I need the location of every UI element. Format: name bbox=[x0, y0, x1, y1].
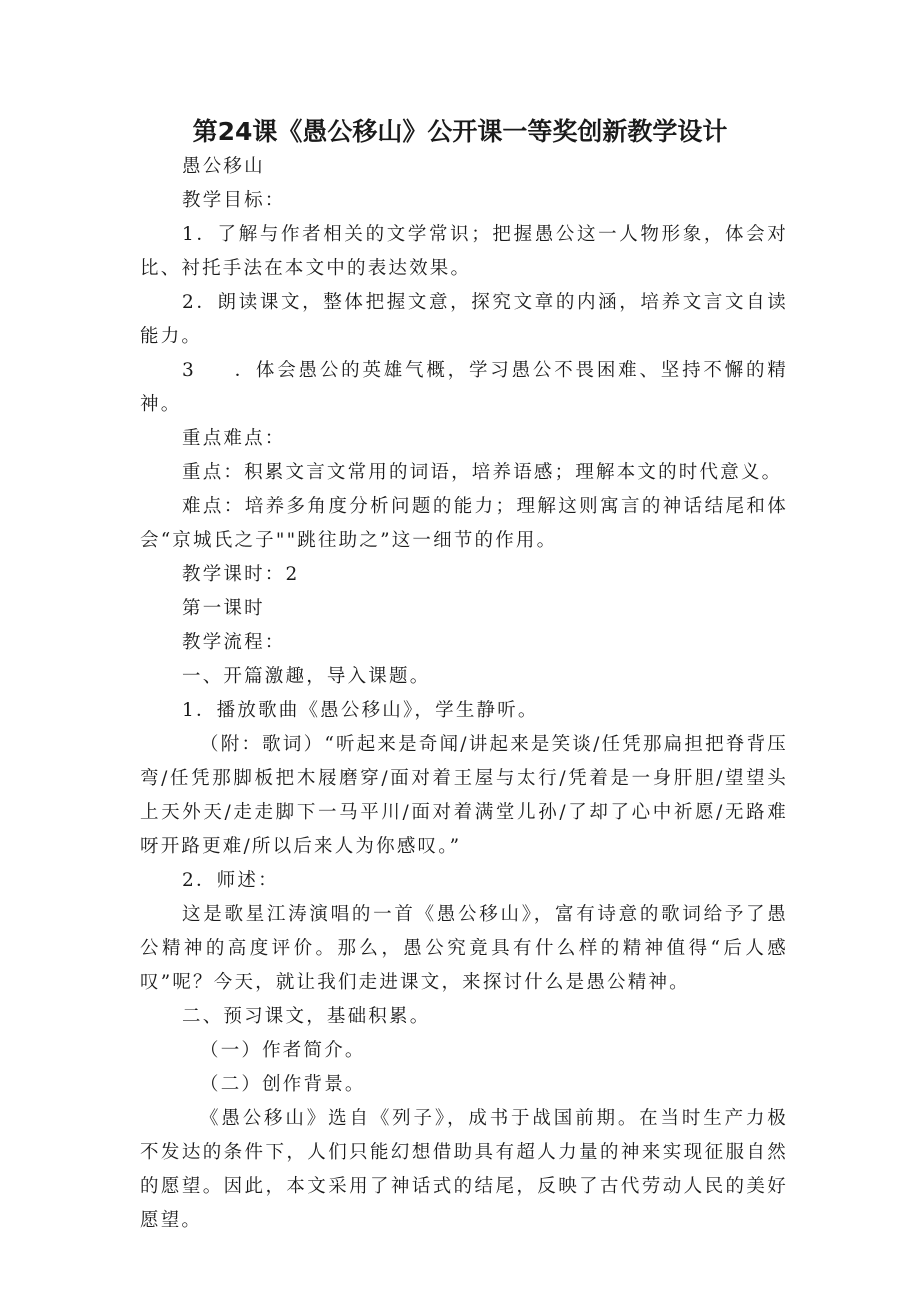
step-2: 2．师述： bbox=[182, 870, 279, 891]
objective-3-number: 3 bbox=[182, 360, 196, 381]
heading-objectives: 教学目标： bbox=[182, 190, 286, 211]
first-period: 第一课时 bbox=[182, 598, 265, 619]
teacher-narration: 这是歌星江涛演唱的一首《愚公移山》，富有诗意的歌词给予了愚公精神的高度评价。那么，愚公究竟具有什么样的精神值得“后人感叹”呢？今天，就让我们走进课文，来探讨什么是愚公精神。 bbox=[140, 904, 788, 993]
heading-process: 教学流程： bbox=[182, 632, 286, 653]
objective-2: 2．朗读课文，整体把握文意，探究文章的内涵，培养文言文自读能力。 bbox=[140, 292, 788, 347]
lesson-name: 愚公移山 bbox=[182, 156, 265, 177]
objective-3 bbox=[140, 354, 788, 422]
background-text: 《愚公移山》选自《列子》，成书于战国前期。在当时生产力极不发达的条件下，人们只能幻想借助具有超人力量的神来实现征服自然的愿望。因此，本文采用了神话式的结尾，反映了古代劳动人民的美好愿望。 bbox=[140, 1108, 788, 1231]
step-1: 1．播放歌曲《愚公移山》，学生静听。 bbox=[182, 700, 539, 721]
section-2-heading: 二、预习课文，基础积累。 bbox=[182, 1006, 431, 1027]
objective-3-text: ．体会愚公的英雄气概，学习愚公不畏困难、坚持不懈的精神。 bbox=[140, 360, 788, 415]
key-point: 重点：积累文言文常用的词语，培养语感；理解本文的时代意义。 bbox=[182, 462, 783, 483]
subsection-background: （二）创作背景。 bbox=[200, 1074, 366, 1095]
heading-key-points: 重点难点： bbox=[182, 428, 286, 449]
objective-1: 1．了解与作者相关的文学常识；把握愚公这一人物形象，体会对比、衬托手法在本文中的表达效果。 bbox=[140, 224, 788, 279]
document-body bbox=[140, 150, 788, 1238]
subsection-author: （一）作者简介。 bbox=[200, 1040, 366, 1061]
difficult-point: 难点：培养多角度分析问题的能力；理解这则寓言的神话结尾和体会“京城氏之子""跳往助之”这一细节的作用。 bbox=[140, 496, 788, 551]
section-1-heading: 一、开篇激趣，导入课题。 bbox=[182, 666, 431, 687]
lyrics: （附：歌词）“听起来是奇闻/讲起来是笑谈/任凭那扁担把脊背压弯/任凭那脚板把木屐磨穿/面对着王屋与太行/凭着是一身肝胆/望望头上天外天/走走脚下一马平川/面对着满堂儿孙/了却了心中祈愿/无路难呀开路更难/所以后来人为你感叹。” bbox=[140, 734, 788, 857]
class-hours: 教学课时：2 bbox=[182, 564, 300, 585]
document-title: 第24课《愚公移山》公开课一等奖创新教学设计 bbox=[192, 117, 728, 146]
